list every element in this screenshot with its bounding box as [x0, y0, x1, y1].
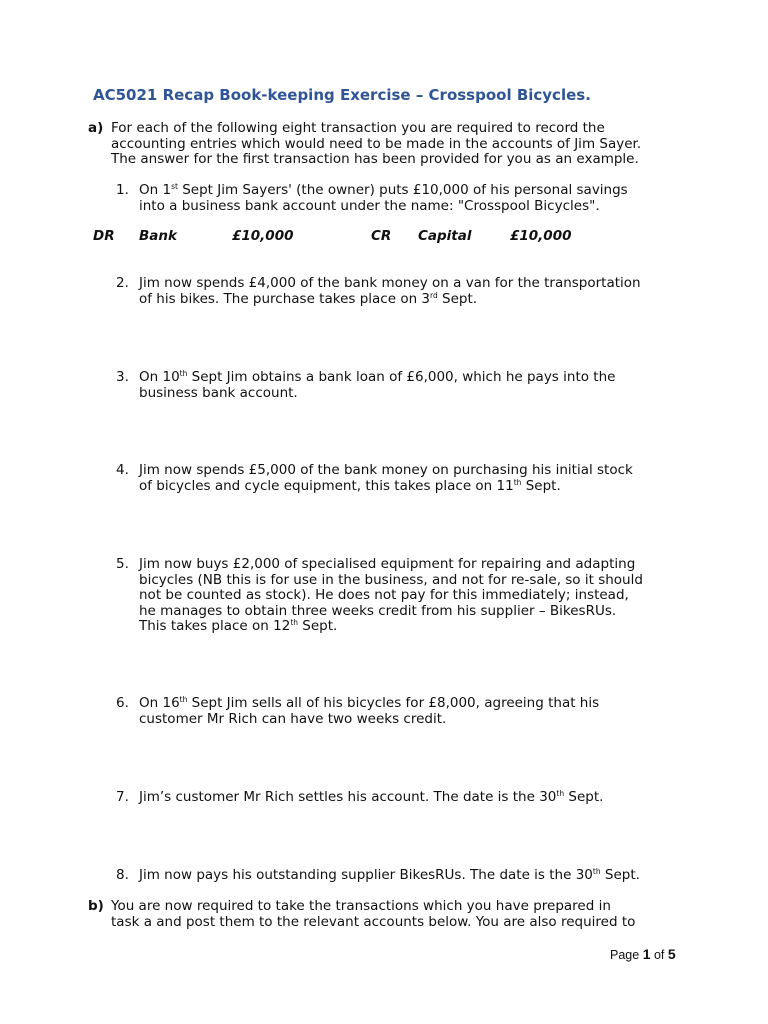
transaction-item-1: [139, 183, 699, 214]
section-a-intro-line: accounting entries which would need to be made in the accounts of Jim Sayer.: [111, 135, 642, 152]
transaction-item-6: [139, 696, 699, 727]
footer-of-word: of: [653, 948, 665, 962]
item-line: This takes place on 12th Sept.: [139, 618, 338, 634]
item-number: 1.: [116, 182, 129, 198]
item-line: Jim now pays his outstanding supplier BikesRUs. The date is the 30th Sept.: [139, 867, 640, 883]
item-number: 8.: [116, 867, 129, 883]
section-a-intro-line: For each of the following eight transaction you are required to record the: [111, 120, 605, 136]
transaction-item-2: [139, 276, 699, 307]
document-title: AC5021 Recap Book-keeping Exercise – Crosspool Bicycles.: [93, 86, 591, 104]
section-a-intro-line: The answer for the first transaction has been provided for you as an example.: [111, 151, 639, 167]
transaction-item-4: [139, 463, 699, 494]
item-line: On 16th Sept Jim sells all of his bicycles for £8,000, agreeing that his: [139, 695, 600, 711]
entry-dr-label: DR: [93, 228, 115, 244]
entry-cr-label: CR: [371, 228, 392, 244]
item-line: of bicycles and cycle equipment, this takes place on 11th Sept.: [139, 477, 561, 494]
item-line: customer Mr Rich can have two weeks credit.: [139, 710, 447, 727]
section-a-intro: [111, 121, 711, 168]
item-line: On 10th Sept Jim obtains a bank loan of £6,000, which he pays into the: [139, 369, 616, 385]
item-line: of his bikes. The purchase takes place on 3rd Sept.: [139, 290, 478, 307]
transaction-item-8: [139, 868, 699, 884]
entry-dr-account: Bank: [139, 228, 177, 244]
footer-page-number: 1: [642, 946, 651, 962]
item-number: 3.: [116, 369, 129, 385]
item-line: On 1st Sept Jim Sayers' (the owner) puts £10,000 of his personal savings: [139, 182, 628, 198]
footer-page-word: Page: [610, 948, 640, 962]
item-line: not be counted as stock). He does not pay for this immediately; instead,: [139, 587, 629, 603]
item-line: into a business bank account under the name: "Crosspool Bicycles".: [139, 197, 600, 214]
section-b-intro-line: task a and post them to the relevant accounts below. You are also required to: [111, 913, 636, 930]
item-line: business bank account.: [139, 384, 298, 401]
item-line: Jim now spends £5,000 of the bank money on purchasing his initial stock: [139, 462, 633, 478]
entry-cr-amount: £10,000: [510, 228, 572, 244]
item-number: 7.: [116, 789, 129, 805]
item-line: bicycles (NB this is for use in the business, and not for re-sale, so it should: [139, 571, 643, 588]
footer-page-total: 5: [667, 946, 676, 962]
item-line: he manages to obtain three weeks credit from his supplier – BikesRUs.: [139, 602, 617, 619]
transaction-item-3: [139, 370, 699, 401]
item-line: Jim’s customer Mr Rich settles his account. The date is the 30th Sept.: [139, 789, 604, 805]
item-number: 4.: [116, 462, 129, 478]
item-line: Jim now spends £4,000 of the bank money on a van for the transportation: [139, 275, 641, 291]
section-b-label: b): [88, 898, 104, 914]
transaction-item-7: [139, 790, 699, 806]
page-footer: [610, 946, 676, 962]
entry-dr-amount: £10,000: [232, 228, 294, 244]
section-a-label: a): [88, 120, 104, 136]
section-b-intro-line: You are now required to take the transactions which you have prepared in: [111, 898, 611, 914]
item-line: Jim now buys £2,000 of specialised equipment for repairing and adapting: [139, 556, 636, 572]
item-number: 6.: [116, 695, 129, 711]
section-b-intro: [111, 899, 711, 930]
entry-cr-account: Capital: [418, 228, 472, 244]
item-number: 5.: [116, 556, 129, 572]
item-number: 2.: [116, 275, 129, 291]
transaction-item-5: [139, 557, 699, 635]
